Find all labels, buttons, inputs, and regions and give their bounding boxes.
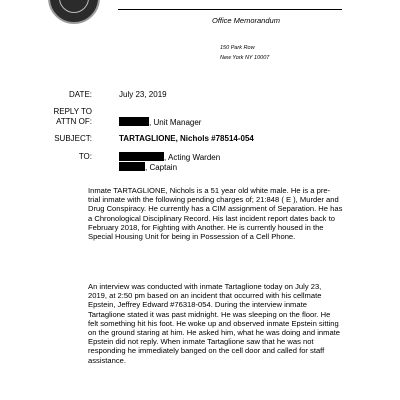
paragraph-line: 2019, at 2:50 pm based on an incident that occurred with his cellmate bbox=[88, 291, 322, 301]
header-rule bbox=[118, 9, 342, 10]
redaction-bar bbox=[119, 162, 145, 171]
paragraph-line: assistance. bbox=[88, 355, 126, 365]
attn-of-label: ATTN OF: bbox=[56, 117, 92, 126]
paragraph-line: Inmate TARTAGLIONE, Nichols is a 51 year old white male. He is a pre- bbox=[88, 186, 331, 195]
subject-label: SUBJECT: bbox=[54, 134, 92, 143]
reply-to-value bbox=[119, 117, 201, 128]
paragraph-line: Special Housing Unit for being in Possession of a Cell Phone. bbox=[88, 232, 296, 242]
paragraph-line: Drug Conspiracy. He currently has a CIM assignment of Separation. He has bbox=[88, 204, 343, 214]
to-title-2: , Captain bbox=[145, 163, 178, 172]
paragraph-line: on the ground staring at him. He asked him, what he was doing and inmate bbox=[88, 328, 341, 338]
to-label: TO: bbox=[78, 152, 92, 161]
reply-to-title: , Unit Manager bbox=[149, 118, 202, 127]
body-paragraph-1 bbox=[88, 186, 356, 241]
redaction-bar bbox=[119, 152, 164, 161]
reply-to-label: REPLY TO bbox=[53, 107, 92, 116]
redaction-bar bbox=[119, 117, 149, 126]
paragraph-line: responding he immediately banged on the cell door and called for staff bbox=[88, 346, 325, 356]
paragraph-line: Tartaglione stated it was past midnight. He was sleeping on the floor. He bbox=[88, 309, 331, 319]
paragraph-line: Epstein did not reply. When inmate Tartaglione saw that he was not bbox=[88, 337, 314, 347]
memo-title: Office Memorandum bbox=[212, 16, 280, 25]
body-paragraph-2 bbox=[88, 282, 356, 365]
date-label: DATE: bbox=[69, 90, 92, 99]
address-line-2: New York NY 10007 bbox=[220, 55, 270, 61]
paragraph-line: trial inmate with the following pending charges of; 21:848 ( E ), Murder and bbox=[88, 195, 339, 205]
paragraph-line: a Chronological Disciplinary Record. His last incident report dates back to bbox=[88, 213, 335, 223]
agency-seal bbox=[48, 0, 100, 24]
to-recipient-2 bbox=[119, 162, 177, 173]
address-line-1: 150 Park Row bbox=[220, 45, 255, 51]
to-title-1: , Acting Warden bbox=[164, 153, 221, 162]
paragraph-line: February 2018, for Fighting with Another. He is currently housed in the bbox=[88, 222, 324, 232]
date-value: July 23, 2019 bbox=[119, 90, 167, 99]
subject-value: TARTAGLIONE, Nichols #78514-054 bbox=[119, 134, 254, 143]
paragraph-line: An interview was conducted with inmate Tartaglione today on July 23, bbox=[88, 282, 322, 291]
paragraph-line: felt something hit his foot. He woke up and observed inmate Epstein sitting bbox=[88, 318, 339, 328]
paragraph-line: Epstein, Jeffrey Edward #76318-054. During the interview inmate bbox=[88, 300, 307, 310]
